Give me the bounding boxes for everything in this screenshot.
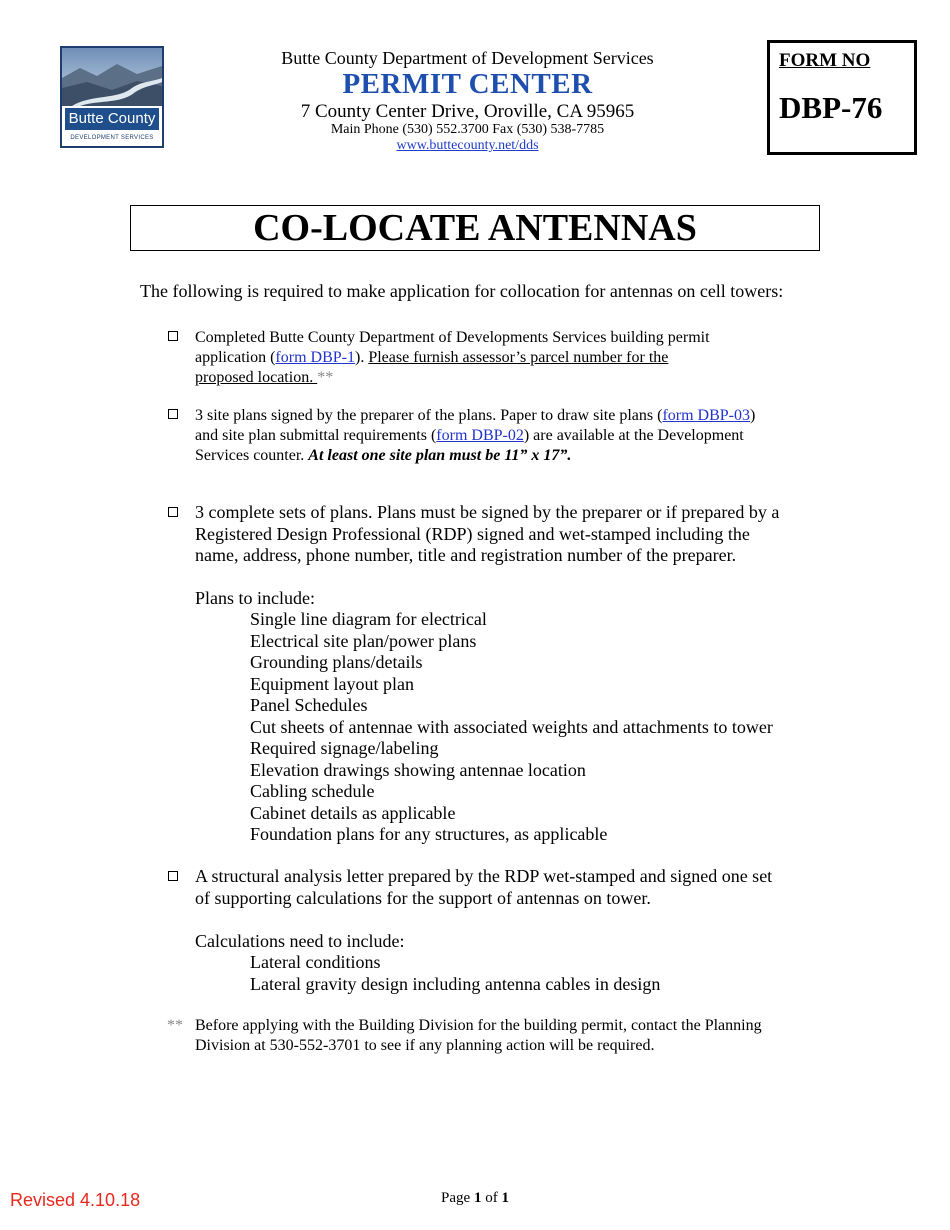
item-2-text: ) are available at the Development <box>523 427 744 444</box>
item-2-text: Services counter. <box>195 447 309 464</box>
calculations-list <box>250 952 660 995</box>
item-2-line-2 <box>195 426 744 446</box>
form-dbp-1-link[interactable]: form DBP-1 <box>275 349 355 366</box>
item-4-line: A structural analysis letter prepared by the RDP wet-stamped and signed one set <box>195 866 773 886</box>
form-dbp-02-link[interactable]: form DBP-02 <box>436 427 524 444</box>
list-item: Panel Schedules <box>250 695 368 715</box>
note-line: Division at 530-552-3701 to see if any planning action will be required. <box>195 1037 655 1054</box>
note-line: Before applying with the Building Division for the building permit, contact the Planning <box>195 1017 762 1034</box>
form-dbp-03-link[interactable]: form DBP-03 <box>662 407 750 424</box>
item-2-line-1 <box>195 406 755 426</box>
list-item: Grounding plans/details <box>250 652 423 672</box>
list-item: Cabinet details as applicable <box>250 802 456 823</box>
item-3-line: Registered Design Professional (RDP) signed and wet-stamped including the <box>195 523 750 544</box>
permit-center-title: PERMIT CENTER <box>342 68 593 100</box>
checkbox-item-3[interactable] <box>168 507 178 517</box>
list-item: Cut sheets of antennae with associated weights and attachments to tower <box>250 716 773 737</box>
parcel-number-note: Please furnish assessor’s parcel number for the <box>368 349 669 366</box>
list-item: Elevation drawings showing antennae location <box>250 759 586 780</box>
item-1-text: application ( <box>195 349 276 366</box>
item-3-line: name, address, phone number, title and registration number of the preparer. <box>195 545 737 565</box>
plans-to-include-label: Plans to include: <box>195 588 315 608</box>
checkbox-item-1[interactable] <box>168 331 178 341</box>
item-2-line-3 <box>195 446 571 466</box>
logo-subtitle: DEVELOPMENT SERVICES <box>70 135 154 141</box>
office-address: 7 County Center Drive, Oroville, CA 95965 <box>300 101 635 122</box>
item-2-text: ) <box>750 407 756 424</box>
footnote-marker: ** <box>317 369 334 386</box>
page-of-label: of <box>481 1190 502 1206</box>
page-title: CO-LOCATE ANTENNAS <box>253 207 697 249</box>
form-number: DBP-76 <box>779 90 883 125</box>
item-2-text: 3 site plans signed by the preparer of the plans. Paper to draw site plans ( <box>195 407 663 424</box>
intro-text: The following is required to make application for collocation for antennas on cell towers: <box>140 281 784 301</box>
landscape-graphic <box>62 48 162 106</box>
form-number-label: FORM NO <box>779 50 871 71</box>
page-label: Page <box>441 1190 474 1206</box>
list-item: Single line diagram for electrical <box>250 609 487 629</box>
planning-note <box>195 1016 762 1056</box>
item-3-description <box>195 502 779 567</box>
list-item: Lateral conditions <box>250 952 381 972</box>
item-1-text: ). <box>354 349 369 366</box>
item-1-line-2 <box>195 348 668 368</box>
site-plan-size-note: At least one site plan must be 11” x 17”. <box>308 447 572 464</box>
list-item: Foundation plans for any structures, as applicable <box>250 824 608 844</box>
item-1-line-1: Completed Butte County Department of Developments Services building permit <box>195 329 710 346</box>
item-1-line-3 <box>195 368 333 388</box>
parcel-number-note: proposed location. <box>195 369 318 386</box>
list-item: Required signage/labeling <box>250 738 439 758</box>
page-number <box>380 1190 570 1207</box>
contact-phone: Main Phone (530) 552.3700 Fax (530) 538-7785 <box>330 122 605 137</box>
list-item: Cabling schedule <box>250 781 375 801</box>
website-link[interactable]: www.buttecounty.net/dds <box>396 138 539 153</box>
note-marker: ** <box>167 1017 183 1034</box>
total-pages: 1 <box>501 1190 509 1206</box>
checkbox-item-2[interactable] <box>168 409 178 419</box>
checkbox-item-4[interactable] <box>168 871 178 881</box>
current-page: 1 <box>473 1190 482 1206</box>
calculations-label: Calculations need to include: <box>195 931 405 951</box>
list-item: Electrical site plan/power plans <box>250 630 477 651</box>
department-name: Butte County Department of Development Services <box>281 48 654 68</box>
plans-list <box>250 609 773 846</box>
item-4-description <box>195 866 772 909</box>
revision-date: Revised 4.10.18 <box>10 1190 141 1210</box>
item-4-line: of supporting calculations for the support of antennas on tower. <box>195 887 651 908</box>
list-item: Lateral gravity design including antenna cables in design <box>250 973 661 994</box>
logo-name: Butte County <box>65 108 159 130</box>
county-logo <box>60 46 164 148</box>
item-2-text: and site plan submittal requirements ( <box>195 427 437 444</box>
item-3-line: 3 complete sets of plans. Plans must be signed by the preparer or if prepared by a <box>195 502 780 522</box>
list-item: Equipment layout plan <box>250 673 414 694</box>
